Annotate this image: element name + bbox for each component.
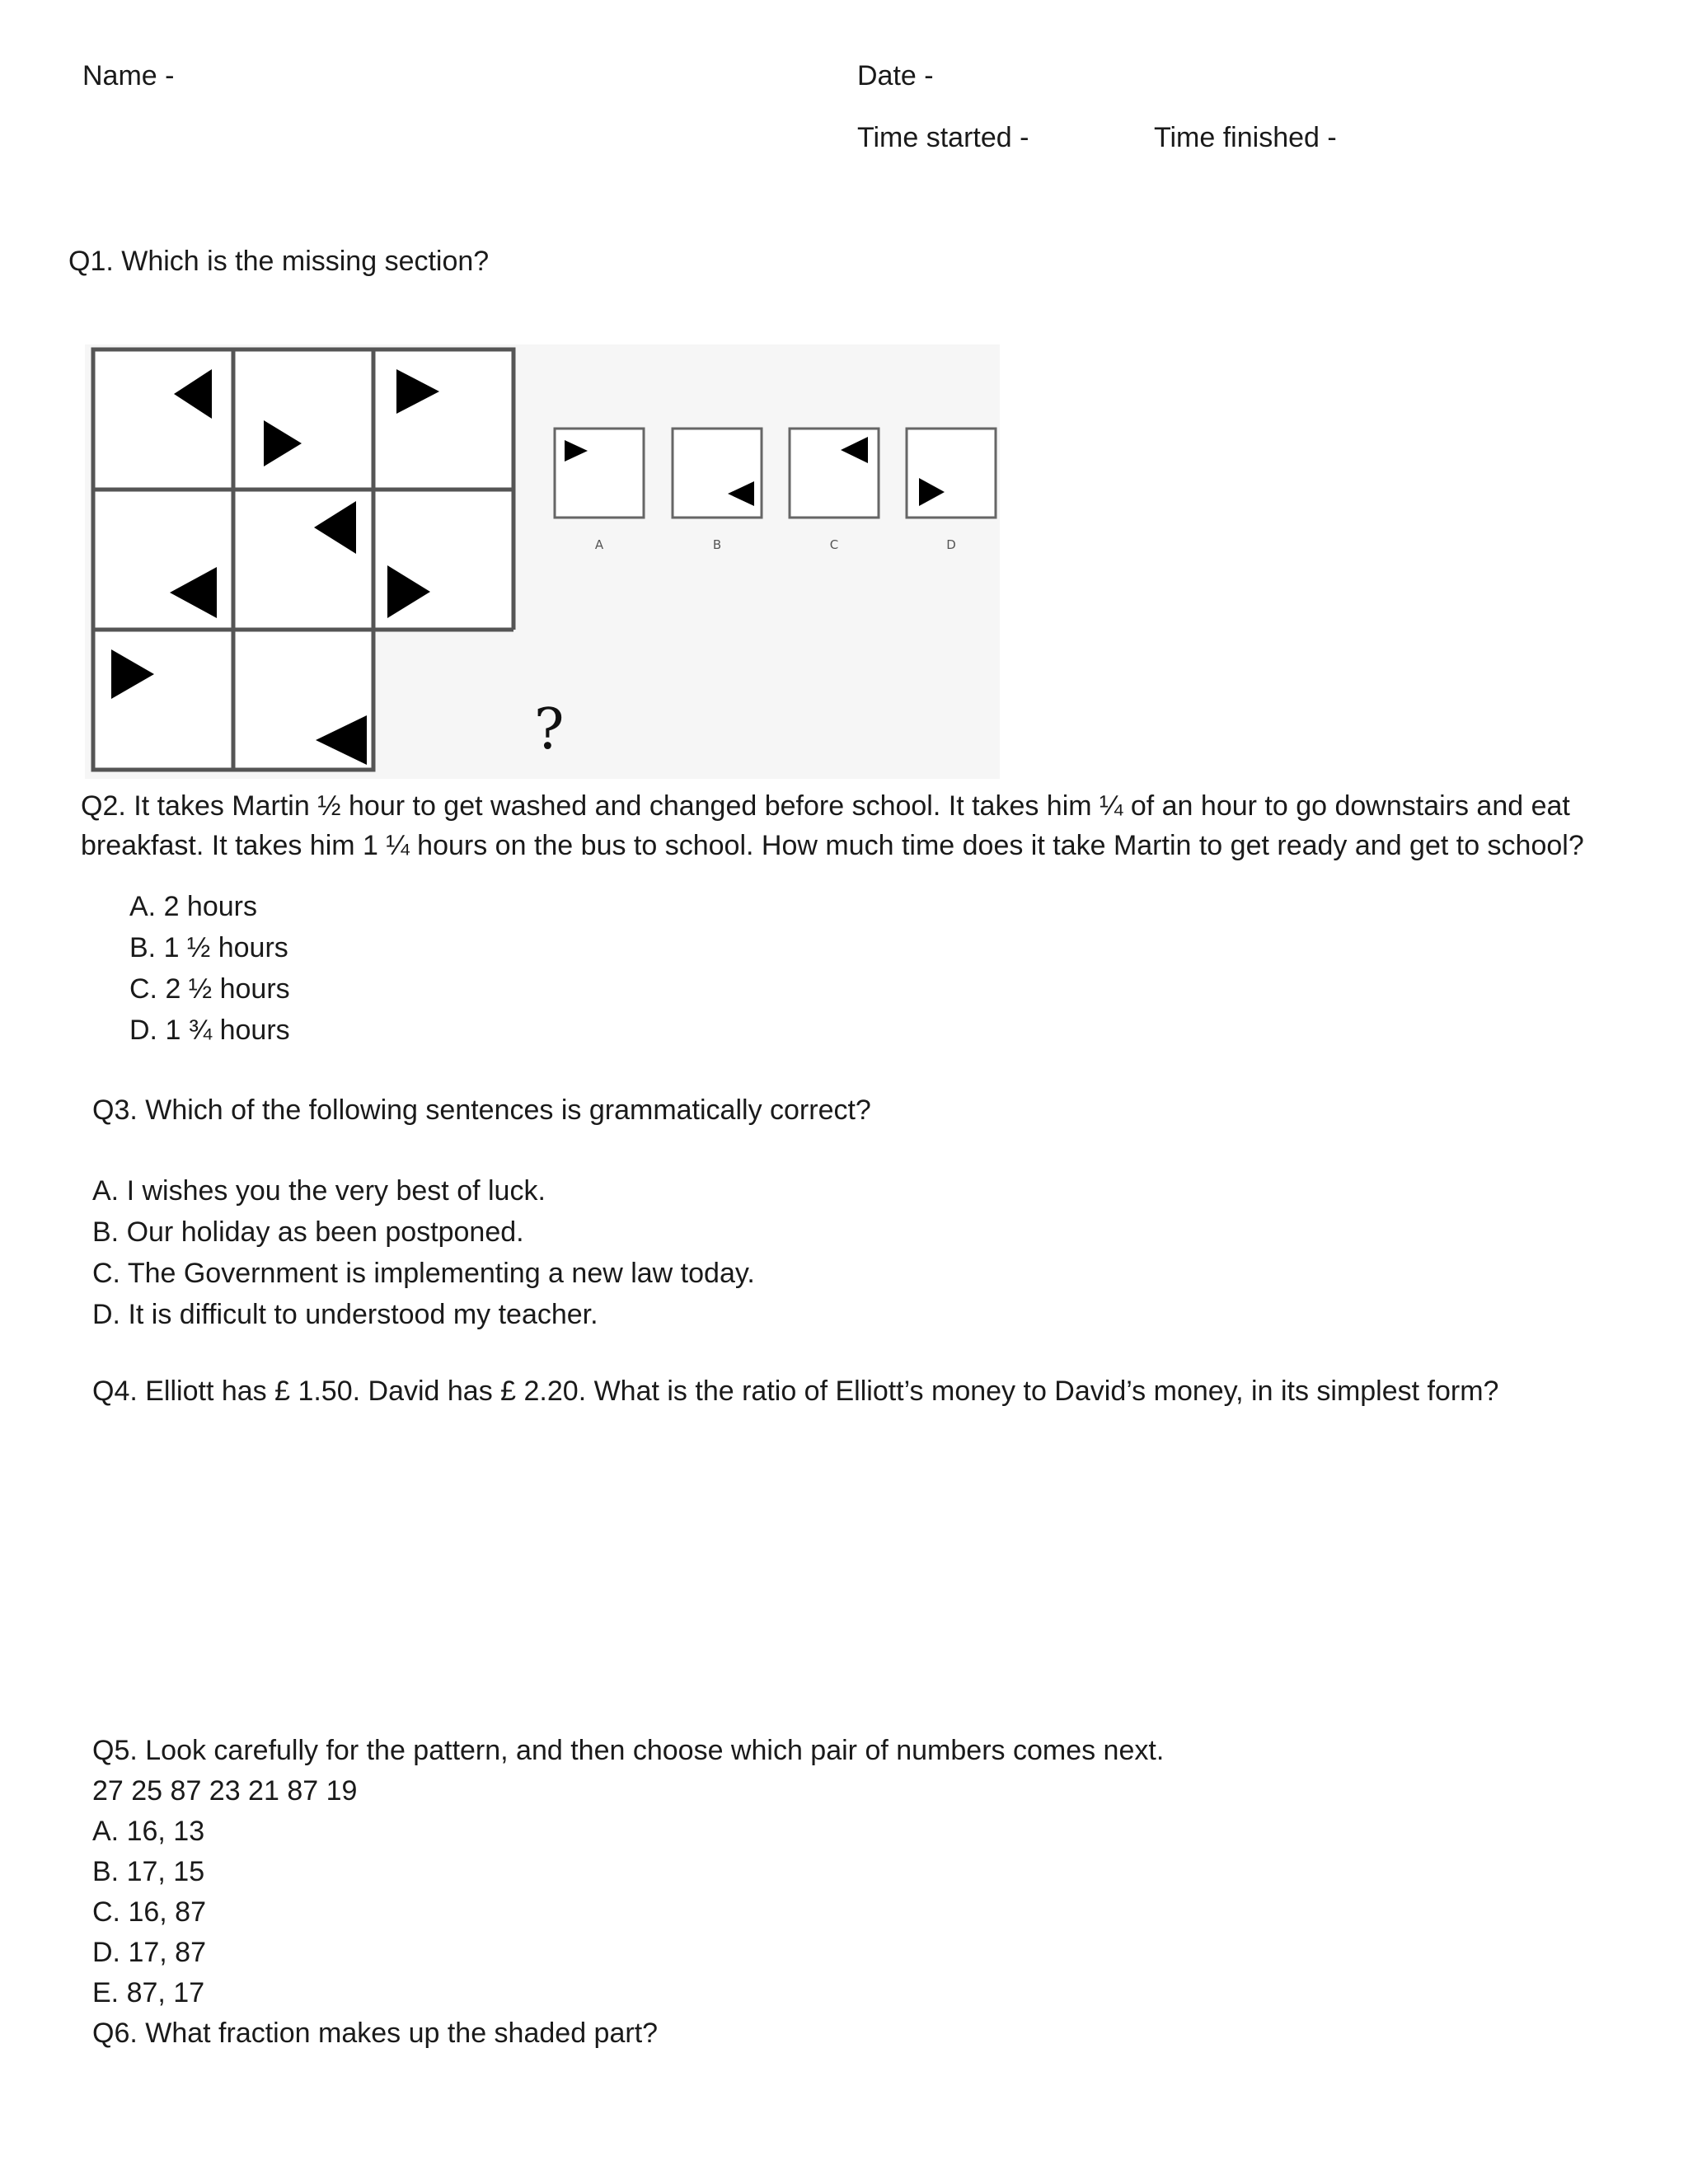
grid-cell: [233, 349, 373, 490]
q4-question: Q4. Elliott has £ 1.50. David has £ 2.20. What is the ratio of Elliott’s money to David’s money, in its simplest form?: [92, 1376, 1499, 1407]
grid-cell: [93, 349, 233, 490]
q1-question: Q1. Which is the missing section?: [68, 246, 490, 277]
q2-option-d[interactable]: D. 1 ¾ hours: [129, 1015, 290, 1046]
q3-option-a[interactable]: A. I wishes you the very best of luck.: [92, 1175, 546, 1207]
q5-block: [92, 1731, 1164, 2054]
grid-cell: [93, 630, 233, 770]
q3-option-d[interactable]: D. It is difficult to understood my teacher.: [92, 1299, 598, 1330]
q3-question: Q3. Which of the following sentences is grammatically correct?: [92, 1094, 871, 1126]
q3-options: [92, 1170, 755, 1335]
q2-option-c[interactable]: C. 2 ½ hours: [129, 973, 290, 1005]
q1-puzzle-svg: [85, 344, 1000, 779]
grid-cell: [373, 349, 513, 490]
q2-options: [129, 886, 290, 1051]
q2-question: Q2. It takes Martin ½ hour to get washed and changed before school. It takes him ¼ of an hour to go downstairs and eat breakfast. It takes him 1 ¼ hours on the bus to school. How much time does it take Martin to get ready and get to school?: [81, 790, 1584, 861]
q5-option-c[interactable]: C. 16, 87: [92, 1896, 206, 1928]
time-finished-label: Time finished -: [1154, 122, 1337, 153]
q3-option-b[interactable]: B. Our holiday as been postponed.: [92, 1216, 524, 1248]
name-label: Name -: [82, 60, 175, 91]
time-started-label: Time started -: [857, 122, 1029, 153]
option-a-label: A: [594, 537, 604, 552]
q5-question: Q5. Look carefully for the pattern, and then choose which pair of numbers comes next.: [92, 1735, 1165, 1766]
option-d-label: D: [946, 537, 956, 552]
q6-question: Q6. What fraction makes up the shaded part?: [92, 2018, 659, 2049]
option-c-label: C: [829, 537, 839, 552]
option-b-box[interactable]: [673, 429, 762, 518]
q2-option-b[interactable]: B. 1 ½ hours: [129, 932, 288, 963]
q5-option-d[interactable]: D. 17, 87: [92, 1937, 206, 1968]
option-b-label: B: [712, 537, 722, 552]
q2-option-a[interactable]: A. 2 hours: [129, 891, 257, 922]
q5-option-e[interactable]: E. 87, 17: [92, 1977, 205, 2008]
missing-section-marker: ?: [534, 697, 565, 762]
q1-puzzle-figure: [85, 344, 1000, 779]
date-label: Date -: [857, 60, 934, 91]
q3-option-c[interactable]: C. The Government is implementing a new law today.: [92, 1258, 755, 1289]
q5-option-b[interactable]: B. 17, 15: [92, 1856, 205, 1887]
q5-option-a[interactable]: A. 16, 13: [92, 1816, 205, 1847]
q5-sequence: 27 25 87 23 21 87 19: [92, 1775, 358, 1807]
